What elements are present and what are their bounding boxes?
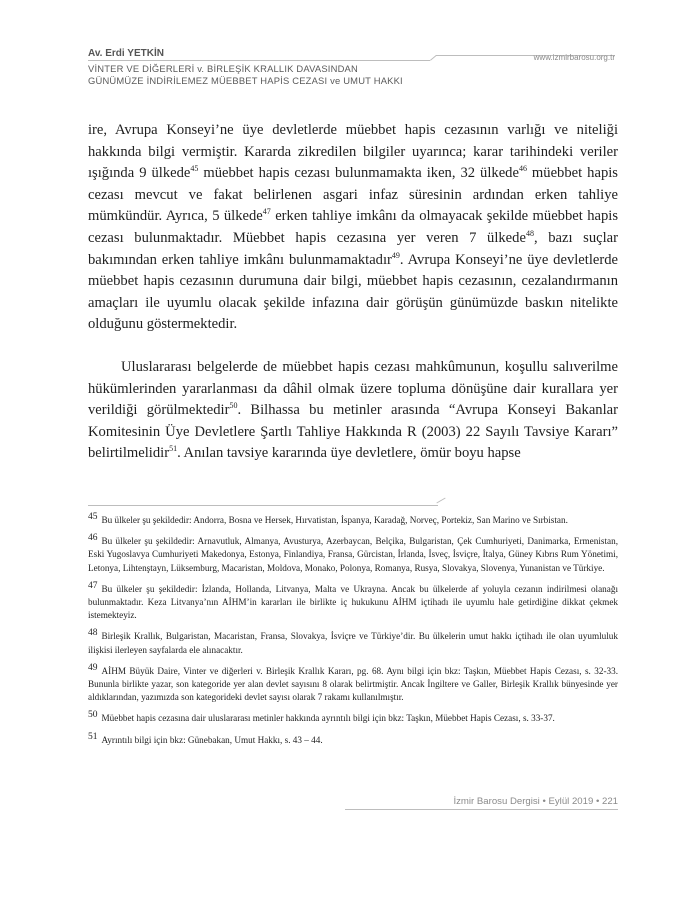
paragraph-1 xyxy=(88,120,618,336)
footnote-49 xyxy=(88,662,618,705)
paragraph-text: erken tahliye imkânı da olmayacak şekilde müebbet hapis cezası bulunmaktadır. Müebbet hapis cezasına yer veren 7 ülkede xyxy=(88,208,618,246)
footnote-text: Bu ülkeler şu şekildedir: İzlanda, Hollanda, Litvanya, Malta ve Ukrayna. Ancak bu ülkelerde af yoluyla cezanın indirilmesi olanağı bulunmaktadır. Keza Litvanya’nın AİHM’in kararları ile birlikte iç hukukunu AİHM içtihadı ile uyumlu hale getirdiğine dikkat çekmek istemekteyiz. xyxy=(88,583,618,621)
paragraph-text: , bazı suçlar bakımından erken tahliye imkânı bulunmamaktadır xyxy=(88,229,618,268)
paragraph-text: ire, Avrupa Konseyi’ne üye devletlerde müebbet hapis cezasının varlığı ve niteliği hakkında bilgi vermiştir. Kararda zikredilen bilgiler uyarınca; karar tarihindeki veriler ışığında 9 ülkede xyxy=(88,122,618,182)
body-text xyxy=(88,120,618,465)
paragraph-text: Uluslararası belgelerde de müebbet hapis cezası mahkûmunun, koşullu salıverilme hükümlerinden yararlanması da dâhil olmak üzere topluma dönüşüne dair kurallara yer verildiği görülmektedir xyxy=(88,358,618,419)
footnote-text: Müebbet hapis cezasına dair uluslararası metinler hakkında ayrıntılı bilgi için bkz: Taşkın, Müebbet Hapis Cezası, s. 33-37. xyxy=(101,713,555,724)
footnote-text: Birleşik Krallık, Bulgaristan, Macaristan, Fransa, Slovakya, İsviçre ve Türkiye’dir. Bu ülkelerin umut hakkı içtihadı ile olan uyumluluk ilişkisi ilerleyen sayfalarda ele alınacaktır. xyxy=(88,631,618,655)
header-rule xyxy=(88,60,430,61)
footnote-text: Ayrıntılı bilgi için bkz: Günebakan, Umut Hakkı, s. 43 – 44. xyxy=(101,734,323,745)
footnote-text: Bu ülkeler şu şekildedir: Andorra, Bosna ve Hersek, Hırvatistan, İspanya, Karadağ, Norveç, Portekiz, San Marino ve Sırbistan. xyxy=(101,515,568,525)
footnote-ref-51[interactable]: 51 xyxy=(169,444,178,454)
author-name: Av. Erdi YETKİN xyxy=(88,48,164,59)
footnote-45 xyxy=(88,511,618,527)
footnote-ref-46[interactable]: 46 xyxy=(518,164,527,174)
footnote-number: 45 xyxy=(88,511,98,522)
running-header xyxy=(88,40,615,90)
paragraph-text: müebbet hapis cezası mevcut ve fakat belirlenen asgari infaz süresinin ardından erken tahliye mümkündür. Ayrıca, 5 ülkede xyxy=(88,165,618,225)
article-title-line1: VİNTER VE DİĞERLERİ v. BİRLEŞİK KRALLIK DAVASINDAN xyxy=(88,63,358,74)
footnote-ref-48[interactable]: 48 xyxy=(525,229,534,239)
footnote-ref-50[interactable]: 50 xyxy=(229,401,238,411)
footnote-text: Bu ülkeler şu şekildedir: Arnavutluk, Almanya, Avusturya, Azerbaycan, Belçika, Bulgaristan, Çek Cumhuriyeti, Danimarka, Ermenistan, Eski Yugoslavya Cumhuriyeti Makedonya, Estonya, Finlandiya, Fransa, Gürcistan, İrlanda, İsveç, İsviçre, İtalya, Güney Kıbrıs Rum Yönetimi, Letonya, Lihtenştayn, Lüksemburg, Macaristan, Moldova, Monako, Polonya, Romanya, Rusya, Slovakya, Slovenya, Yunanistan ve Türkiye. xyxy=(88,536,618,573)
footnote-number: 51 xyxy=(88,731,98,742)
paragraph-text: . Bilhassa bu metinler arasında “Avrupa Konseyi Bakanlar Komitesinin Üye Devletlere Şartlı Tahliye Hakkında R (2003) 22 Sayılı Tavsiye Kararı” belirtilmelidir xyxy=(88,402,618,462)
footnote-number: 50 xyxy=(88,710,98,721)
footer-rule xyxy=(345,809,618,810)
footnote-number: 49 xyxy=(88,662,98,673)
footnote-separator xyxy=(88,505,438,506)
paragraph-text: . Avrupa Konseyi’ne üye devletlerde müebbet hapis cezasının durumuna dair bilgi, müebbet hapis cezasının, cezalandırmanın amaçları ile uyumlu olacak şekilde infazına dair görüşün günümüzde baskın nitelikte olduğunu göstermektedir. xyxy=(88,251,619,333)
paragraph-text: . Anılan tavsiye kararında üye devletlere, ömür boyu hapse xyxy=(177,445,521,462)
running-footer xyxy=(345,796,618,816)
footnote-46 xyxy=(88,535,618,575)
footnote-48 xyxy=(88,630,618,656)
footnote-ref-45[interactable]: 45 xyxy=(190,164,199,174)
paragraph-2 xyxy=(88,357,618,465)
footnote-47 xyxy=(88,580,618,623)
footnote-text: AİHM Büyük Daire, Vinter ve diğerleri v. Birleşik Krallık Kararı, pg. 68. Aynı bilgi için bkz: Taşkın, Müebbet Hapis Cezası, s. 32-33. Bununla birlikte yazar, son kategoride yer alan devlet sayısını 8 olarak belirtmiştir. Ancak İngiltere ve Galler, Birleşik Krallık bünyesinde yer aldıklarından, yazımızda son kategorideki devlet sayısı olarak 7 rakamı kullanılmıştır. xyxy=(88,665,618,703)
footnote-ref-49[interactable]: 49 xyxy=(391,250,400,260)
footnote-number: 47 xyxy=(88,580,98,591)
paragraph-text: müebbet hapis cezası bulunmamakta iken, 32 ülkede xyxy=(198,165,519,182)
footnote-number: 46 xyxy=(88,533,98,544)
journal-and-page: İzmir Barosu Dergisi • Eylül 2019 • 221 xyxy=(453,796,618,807)
footnote-51 xyxy=(88,731,618,747)
website-url[interactable]: www.izmirbarosu.org.tr xyxy=(533,53,615,62)
article-title-line2: GÜNÜMÜZE İNDİRİLEMEZ MÜEBBET HAPİS CEZASI ve UMUT HAKKI xyxy=(88,75,403,86)
footnote-50 xyxy=(88,712,618,725)
footnote-number: 48 xyxy=(88,628,98,639)
footnote-ref-47[interactable]: 47 xyxy=(262,207,271,217)
footnotes xyxy=(88,511,618,755)
